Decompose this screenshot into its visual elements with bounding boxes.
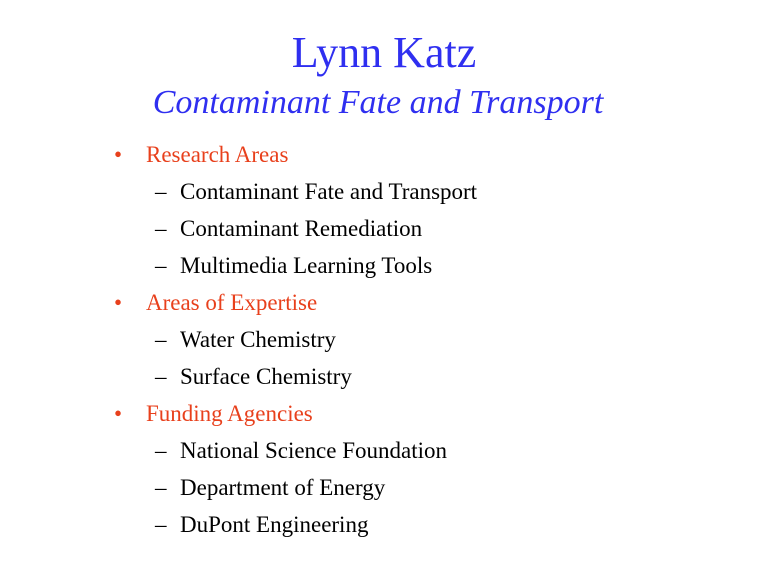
sub-bullet (0, 508, 768, 545)
sub-bullet-label: Multimedia Learning Tools (180, 253, 433, 278)
sub-bullet-label: National Science Foundation (180, 438, 447, 463)
dash-icon: – (155, 216, 167, 241)
sub-bullet (0, 323, 768, 360)
sub-bullet (0, 434, 768, 471)
sub-bullet (0, 212, 768, 249)
sub-bullet (0, 471, 768, 508)
dash-icon: – (155, 327, 167, 352)
bullet-funding-agencies (0, 397, 768, 434)
bullet-dot-icon: • (114, 142, 123, 167)
sub-bullet-label: Department of Energy (180, 475, 386, 500)
bullet-dot-icon: • (114, 401, 123, 426)
bullet-areas-of-expertise (0, 286, 768, 323)
sub-bullet-label: Water Chemistry (180, 327, 336, 352)
sub-bullet-label: Surface Chemistry (180, 364, 352, 389)
sub-bullet-label: DuPont Engineering (180, 512, 369, 537)
sub-bullet (0, 175, 768, 212)
sub-bullet (0, 249, 768, 286)
dash-icon: – (155, 179, 167, 204)
dash-icon: – (155, 475, 167, 500)
sub-bullet-label: Contaminant Remediation (180, 216, 423, 241)
bullet-label: Areas of Expertise (146, 290, 318, 315)
sub-bullet-label: Contaminant Fate and Transport (180, 179, 478, 204)
dash-icon: – (155, 364, 167, 389)
bullet-research-areas (0, 138, 768, 175)
sub-bullet (0, 360, 768, 397)
dash-icon: – (155, 512, 167, 537)
bullet-label: Research Areas (146, 142, 289, 167)
bullet-label: Funding Agencies (146, 401, 313, 426)
bullet-list (0, 138, 768, 545)
slide-subtitle: Contaminant Fate and Transport (152, 84, 604, 121)
slide-title: Lynn Katz (291, 28, 477, 77)
bullet-dot-icon: • (114, 290, 123, 315)
dash-icon: – (155, 253, 167, 278)
dash-icon: – (155, 438, 167, 463)
